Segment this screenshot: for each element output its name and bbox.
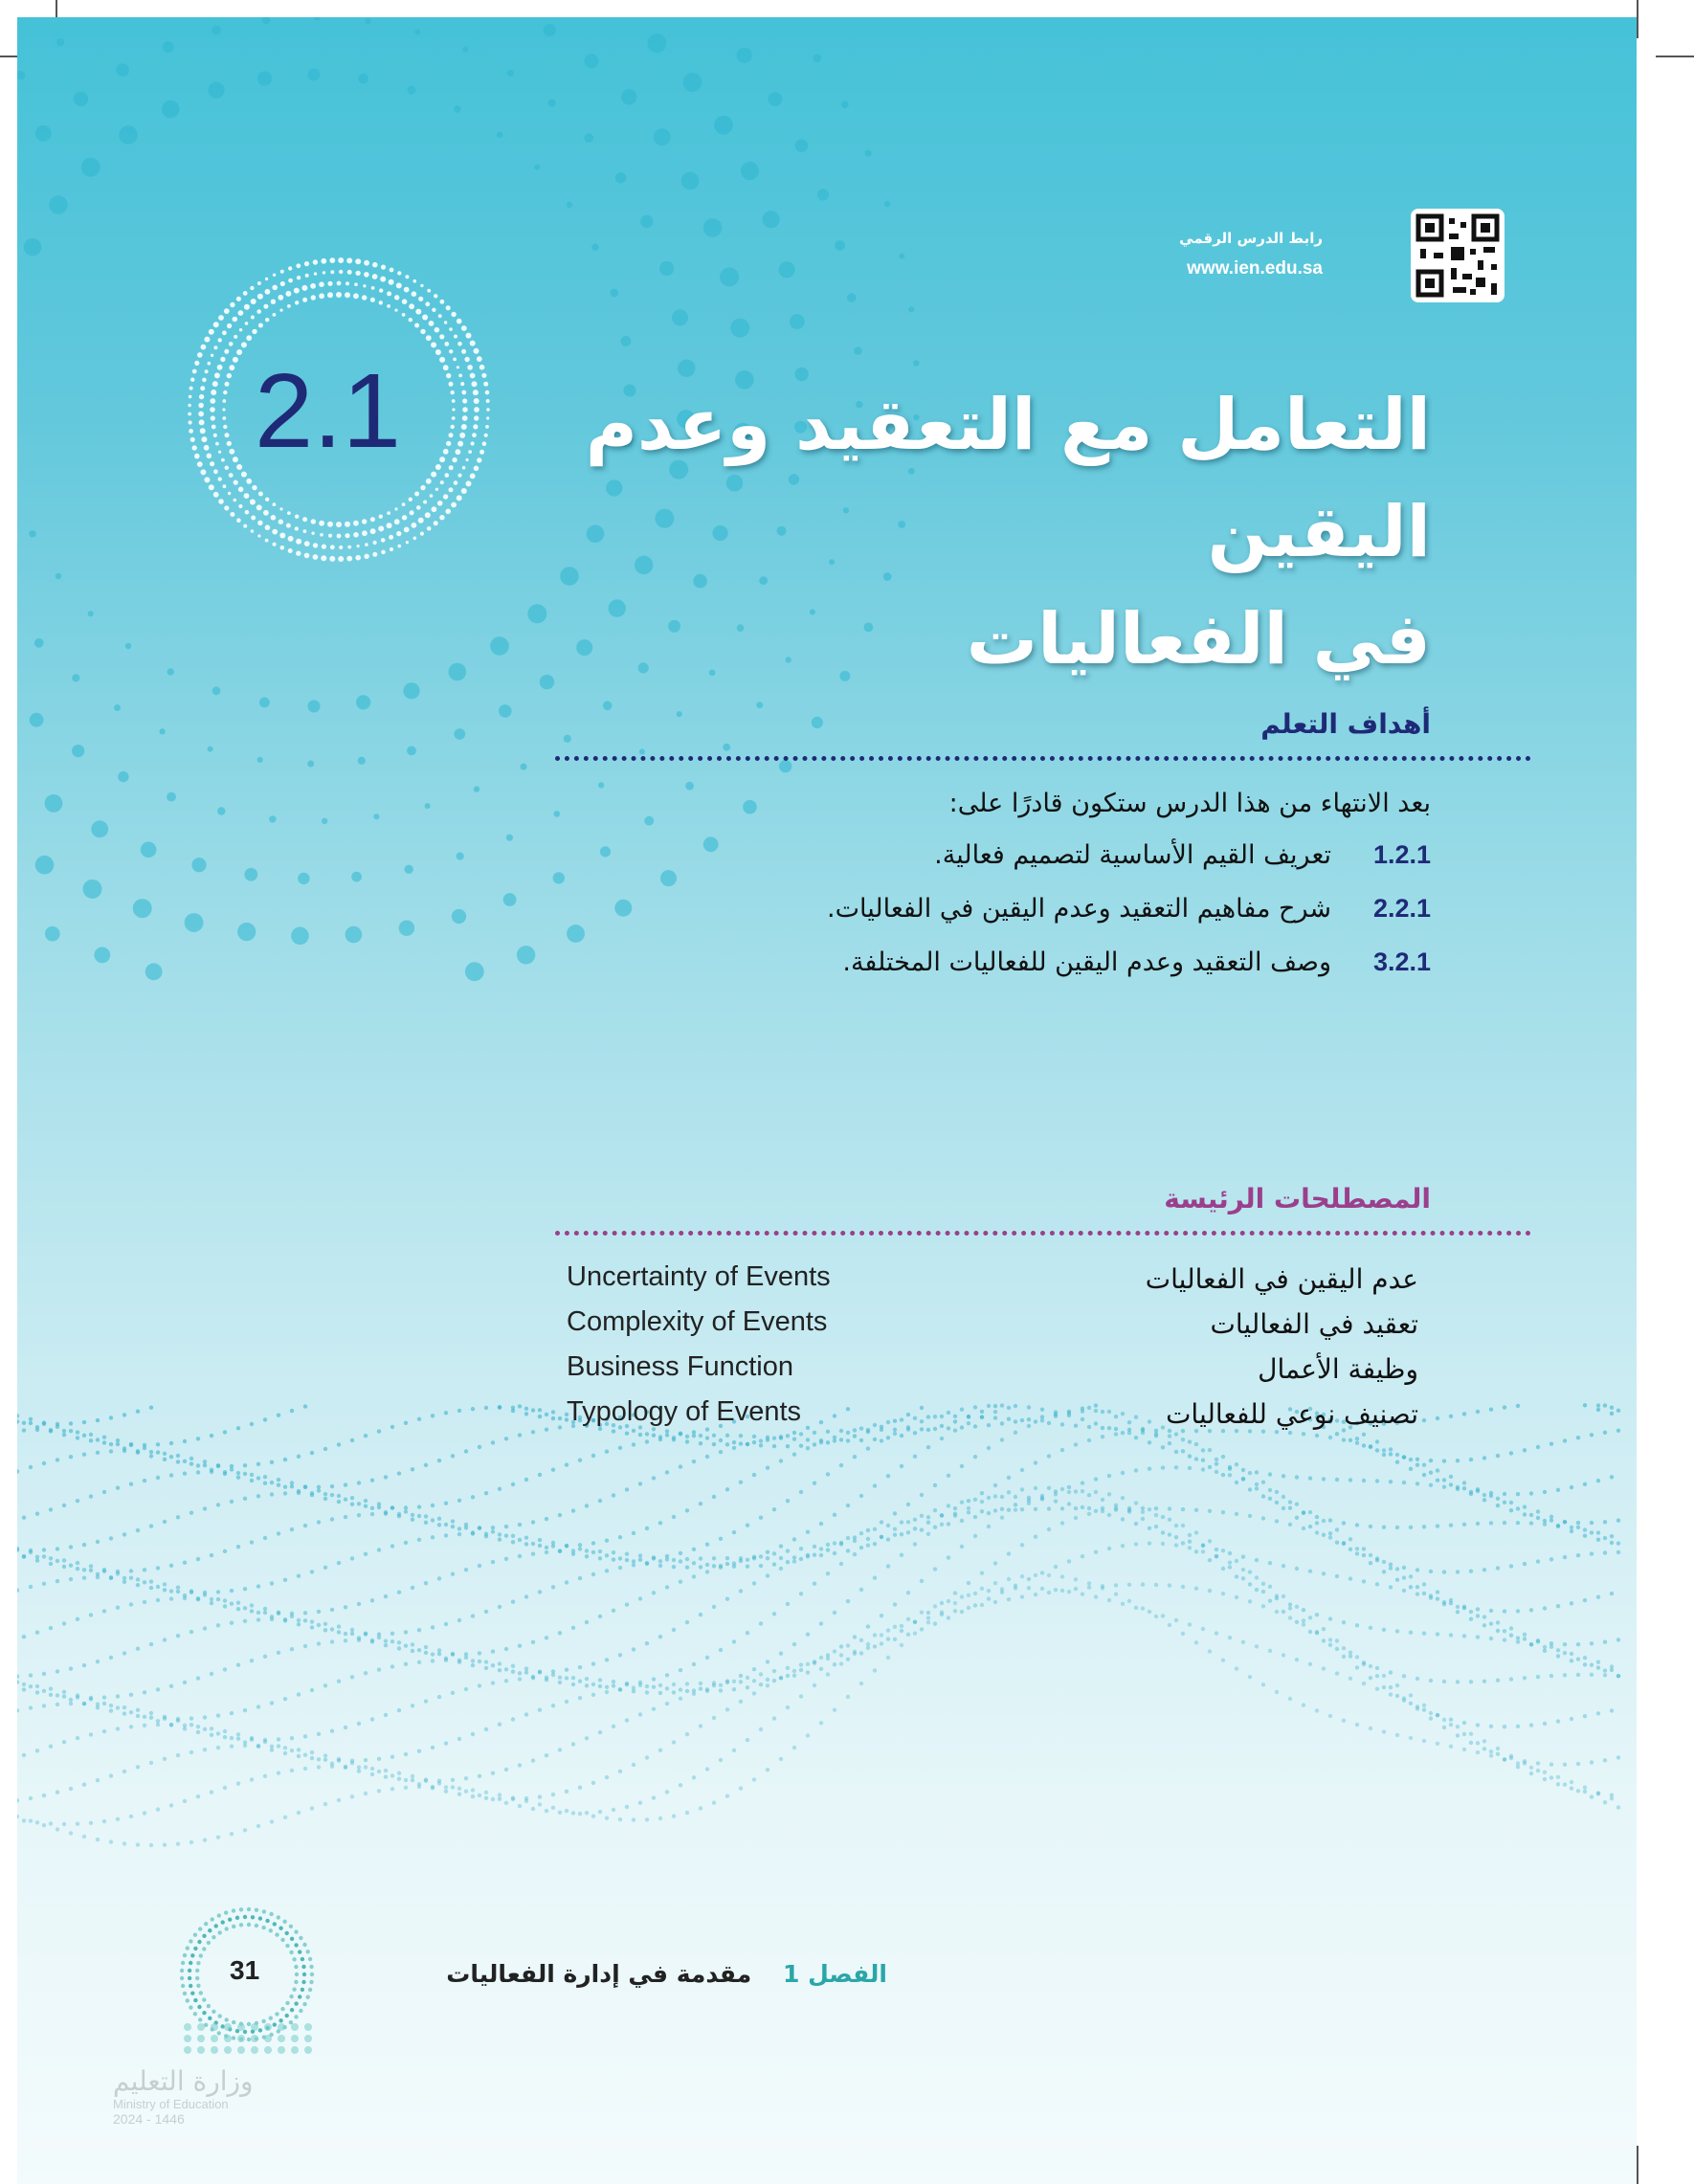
objective-item <box>761 894 1431 924</box>
qr-label: رابط الدرس الرقمي <box>1179 230 1323 247</box>
objective-item <box>761 840 1431 870</box>
page <box>17 17 1637 2184</box>
crop-mark <box>1656 56 1694 57</box>
objective-text: تعريف القيم الأساسية لتصميم فعالية. <box>934 840 1331 870</box>
term-arabic: تصنيف نوعي للفعاليات <box>1166 1398 1418 1430</box>
crop-mark <box>1637 0 1638 38</box>
ministry-logo <box>113 2065 254 2127</box>
term-arabic: عدم اليقين في الفعاليات <box>1145 1263 1418 1295</box>
objective-number: 2.2.1 <box>1372 894 1431 923</box>
lesson-title-line-1: التعامل مع التعقيد وعدم اليقين <box>585 384 1431 573</box>
objectives-intro: بعد الانتهاء من هذا الدرس ستكون قادرًا على: <box>948 789 1431 818</box>
lesson-number: 2.1 <box>255 352 401 470</box>
term-arabic: وظيفة الأعمال <box>1258 1353 1418 1385</box>
terms-divider <box>555 1231 1531 1236</box>
objective-number: 1.2.1 <box>1372 840 1431 869</box>
objectives-divider <box>555 756 1531 761</box>
objective-number: 3.2.1 <box>1372 947 1431 976</box>
qr-url-link[interactable]: www.ien.edu.sa <box>1187 258 1323 279</box>
chapter-footer <box>446 1960 887 1988</box>
term-english: Business Function <box>567 1351 793 1382</box>
objective-text: وصف التعقيد وعدم اليقين للفعاليات المختلفة. <box>842 947 1331 977</box>
objective-text: شرح مفاهيم التعقيد وعدم اليقين في الفعاليات. <box>827 894 1331 924</box>
lesson-title <box>474 371 1431 693</box>
ministry-name-en: Ministry of Education <box>113 2097 229 2111</box>
term-english: Complexity of Events <box>567 1306 828 1337</box>
term-english: Typology of Events <box>567 1396 802 1427</box>
page-number: 31 <box>230 1955 260 1985</box>
objectives-heading: أهداف التعلم <box>1260 708 1431 740</box>
chapter-label: الفصل 1 <box>782 1960 887 1988</box>
crop-mark <box>1637 2146 1638 2184</box>
qr-code-icon[interactable] <box>1411 209 1505 302</box>
decorative-dot-pattern <box>17 17 1637 2184</box>
terms-heading: المصطلحات الرئيسة <box>1164 1183 1431 1215</box>
lesson-title-line-2: في الفعاليات <box>966 598 1431 680</box>
term-arabic: تعقيد في الفعاليات <box>1210 1308 1418 1340</box>
edition-year: 2024 - 1446 <box>113 2111 185 2127</box>
term-english: Uncertainty of Events <box>567 1261 831 1292</box>
ministry-name-ar: وزارة التعليم <box>113 2065 254 2097</box>
chapter-title: مقدمة في إدارة الفعاليات <box>446 1960 752 1988</box>
objective-item <box>761 947 1431 977</box>
